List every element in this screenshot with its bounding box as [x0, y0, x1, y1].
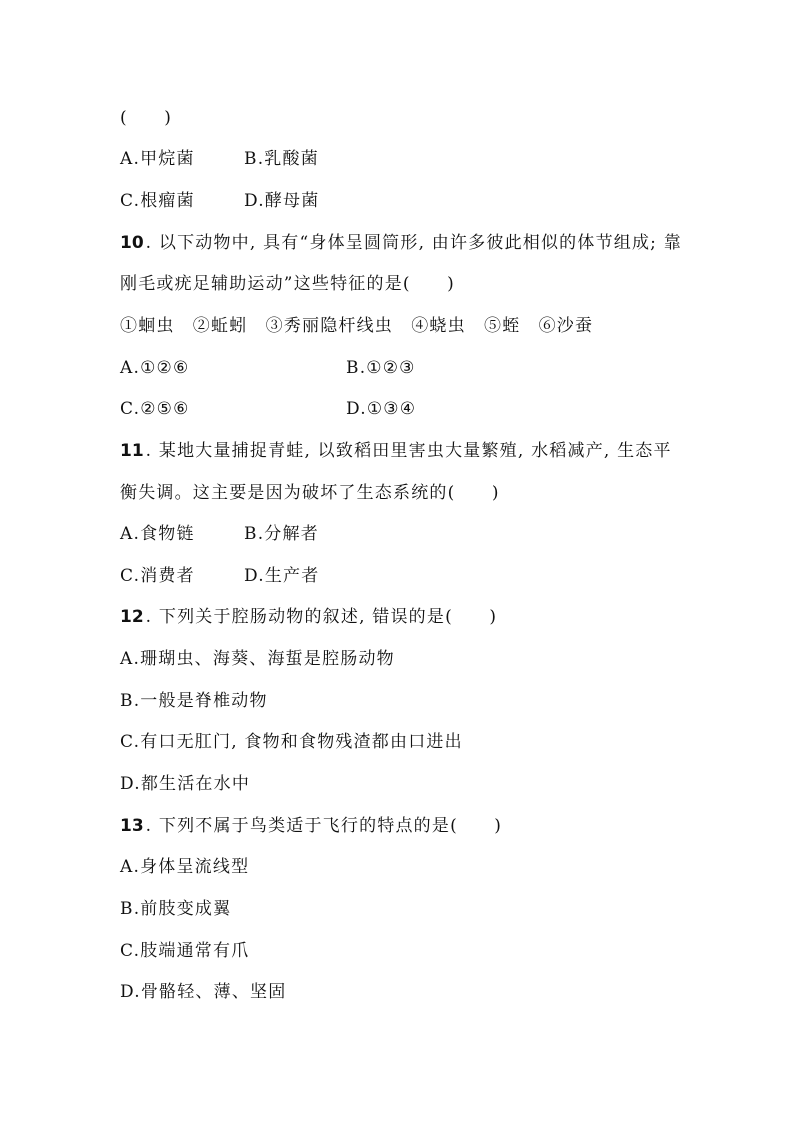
q12-option-d: D.都生活在水中	[120, 774, 251, 794]
q11-option-b: B.分解者	[244, 524, 319, 544]
q11-option-a: A.食物链	[120, 524, 195, 544]
q10-options-row-1	[120, 356, 416, 380]
q13-option-a: A.身体呈流线型	[120, 857, 250, 877]
q10-option-c: C.②⑤⑥	[120, 399, 190, 419]
q13-option-b: B.前肢变成翼	[120, 899, 232, 919]
q13-number: 13	[120, 816, 144, 836]
q12-option-a: A.珊瑚虫、海葵、海蜇是腔肠动物	[120, 649, 395, 669]
carryover-option-d: D.酵母菌	[244, 191, 320, 211]
q11-options-row-1	[120, 522, 319, 546]
q12-option-b: B.一般是脊椎动物	[120, 691, 268, 711]
q12-stem-text-1: . 下列关于腔肠动物的叙述, 错误的是( )	[145, 607, 498, 627]
q11-option-c: C.消费者	[120, 566, 195, 586]
carryover-option-c: C.根瘤菌	[120, 191, 195, 211]
carryover-options-row-2	[120, 189, 320, 213]
q11-stem-line-1	[120, 439, 672, 463]
q13-stem-text-1: . 下列不属于鸟类适于飞行的特点的是( )	[145, 816, 503, 836]
q10-options-row-2	[120, 397, 417, 421]
carryover-option-b: B.乳酸菌	[244, 149, 319, 169]
q11-number: 11	[120, 441, 144, 461]
q10-stem-line-2: 刚毛或疣足辅助运动”这些特征的是( )	[120, 274, 455, 294]
q11-options-row-2	[120, 564, 320, 588]
q12-number: 12	[120, 607, 144, 627]
carryover-answer-bracket: ( )	[120, 108, 173, 128]
carryover-option-a: A.甲烷菌	[120, 149, 195, 169]
q12-stem-line-1	[120, 605, 497, 629]
q10-option-a: A.①②⑥	[120, 358, 190, 378]
carryover-options-row-1	[120, 147, 319, 171]
q10-option-b: B.①②③	[346, 358, 416, 378]
q13-stem-line-1	[120, 814, 502, 838]
q10-items: ①蛔虫 ②蚯蚓 ③秀丽隐杆线虫 ④蛲虫 ⑤蛭 ⑥沙蚕	[120, 316, 594, 336]
q11-stem-line-2: 衡失调。这主要是因为破坏了生态系统的( )	[120, 483, 500, 503]
q10-stem-line-1	[120, 231, 682, 255]
q13-option-c: C.肢端通常有爪	[120, 941, 250, 961]
q10-option-d: D.①③④	[346, 399, 417, 419]
q12-option-c: C.有口无肛门, 食物和食物残渣都由口进出	[120, 732, 463, 752]
q11-option-d: D.生产者	[244, 566, 320, 586]
q10-number: 10	[120, 233, 144, 253]
q13-option-d: D.骨骼轻、薄、坚固	[120, 982, 287, 1002]
q11-stem-text-1: . 某地大量捕捉青蛙, 以致稻田里害虫大量繁殖, 水稻减产, 生态平	[145, 441, 672, 461]
q10-stem-text-1: . 以下动物中, 具有“身体呈圆筒形, 由许多彼此相似的体节组成; 靠	[145, 233, 682, 253]
